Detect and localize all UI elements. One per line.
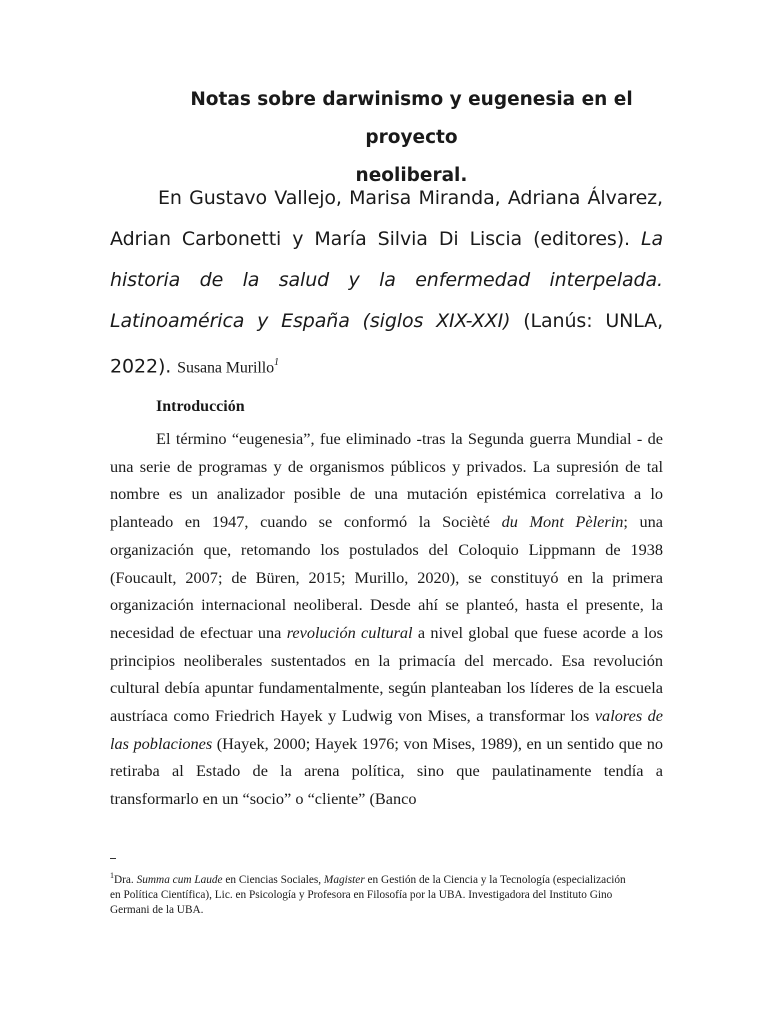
title-line-1: Notas sobre darwinismo y eugenesia en el proyecto (190, 89, 633, 148)
title-line-2: neoliberal. (355, 165, 468, 186)
body-text-segment: (Hayek, 2000; Hayek 1976; von Mises, 1989), en un sentido que no retiraba al Estado de la arena política, sino que paulatinamente tendía a transformarlo en un “socio” o “cliente” (Banco (110, 733, 664, 809)
body-text-segment: ; una organización que, retomando los postulados del Coloquio Lippmann de 1938 (Foucault, 2007; de Büren, 2015; Murillo, 2020), se constituyó en la primera organización internacional neoliberal. Desde ahí se planteó, hasta el presente, la necesidad de efectuar una (110, 512, 663, 642)
body-paragraph (110, 425, 663, 813)
footnote-emphasis: Magister (323, 873, 365, 886)
citation-book-title: La historia de la salud y la enfermedad interpelada. Latinoamérica y España (siglos XIX-XXI) (110, 228, 663, 332)
body-emphasis: valores de las poblaciones (110, 706, 663, 753)
body-text-segment: a nivel global que fuese acorde a los principios neoliberales sustentados en la primacía del mercado. Esa revolución cultural debía apuntar fundamentalmente, según planteaban los líderes de la escuela austríaca como Friedrich Hayek y Ludwig von Mises, a transformar los (110, 622, 663, 726)
section-heading: Introducción (156, 398, 245, 415)
citation-publisher: (Lanús: UNLA, 2022). (110, 310, 664, 378)
footnote-text: en Gestión de la Ciencia y la Tecnología (especialización en Política Científica), Lic. en Psicología y Profesora en Filosofía por la UBA. Investigadora del Instituto Gino Germani de la UBA. (110, 873, 626, 916)
footnote-emphasis: Summa cum Laude (136, 873, 223, 886)
body-emphasis: revolución cultural (286, 622, 413, 642)
citation-editors: En Gustavo Vallejo, Marisa Miranda, Adriana Álvarez, Adrian Carbonetti y María Silvia Di Liscia (editores). (110, 187, 663, 250)
body-text-segment: El término “eugenesia”, fue eliminado -tras la Segunda guerra Mundial - de una serie de programas y de organismos públicos y privados. La supresión de tal nombre es un analizador posible de una mutación epistémica correlativa a lo planteado en 1947, cuando se conformó la Socièté (110, 429, 663, 532)
footnote-separator (110, 858, 116, 859)
footnote-text: Dra. (114, 873, 137, 886)
citation-author: Susana Murillo (177, 359, 274, 377)
citation-paragraph (110, 178, 663, 388)
footnote (110, 868, 630, 918)
footnote-mark: 1 (110, 871, 114, 880)
footnote-reference[interactable]: 1 (273, 357, 279, 368)
footnote-text: en Ciencias Sociales, (222, 873, 324, 886)
body-emphasis: du Mont Pèlerin (501, 512, 624, 532)
